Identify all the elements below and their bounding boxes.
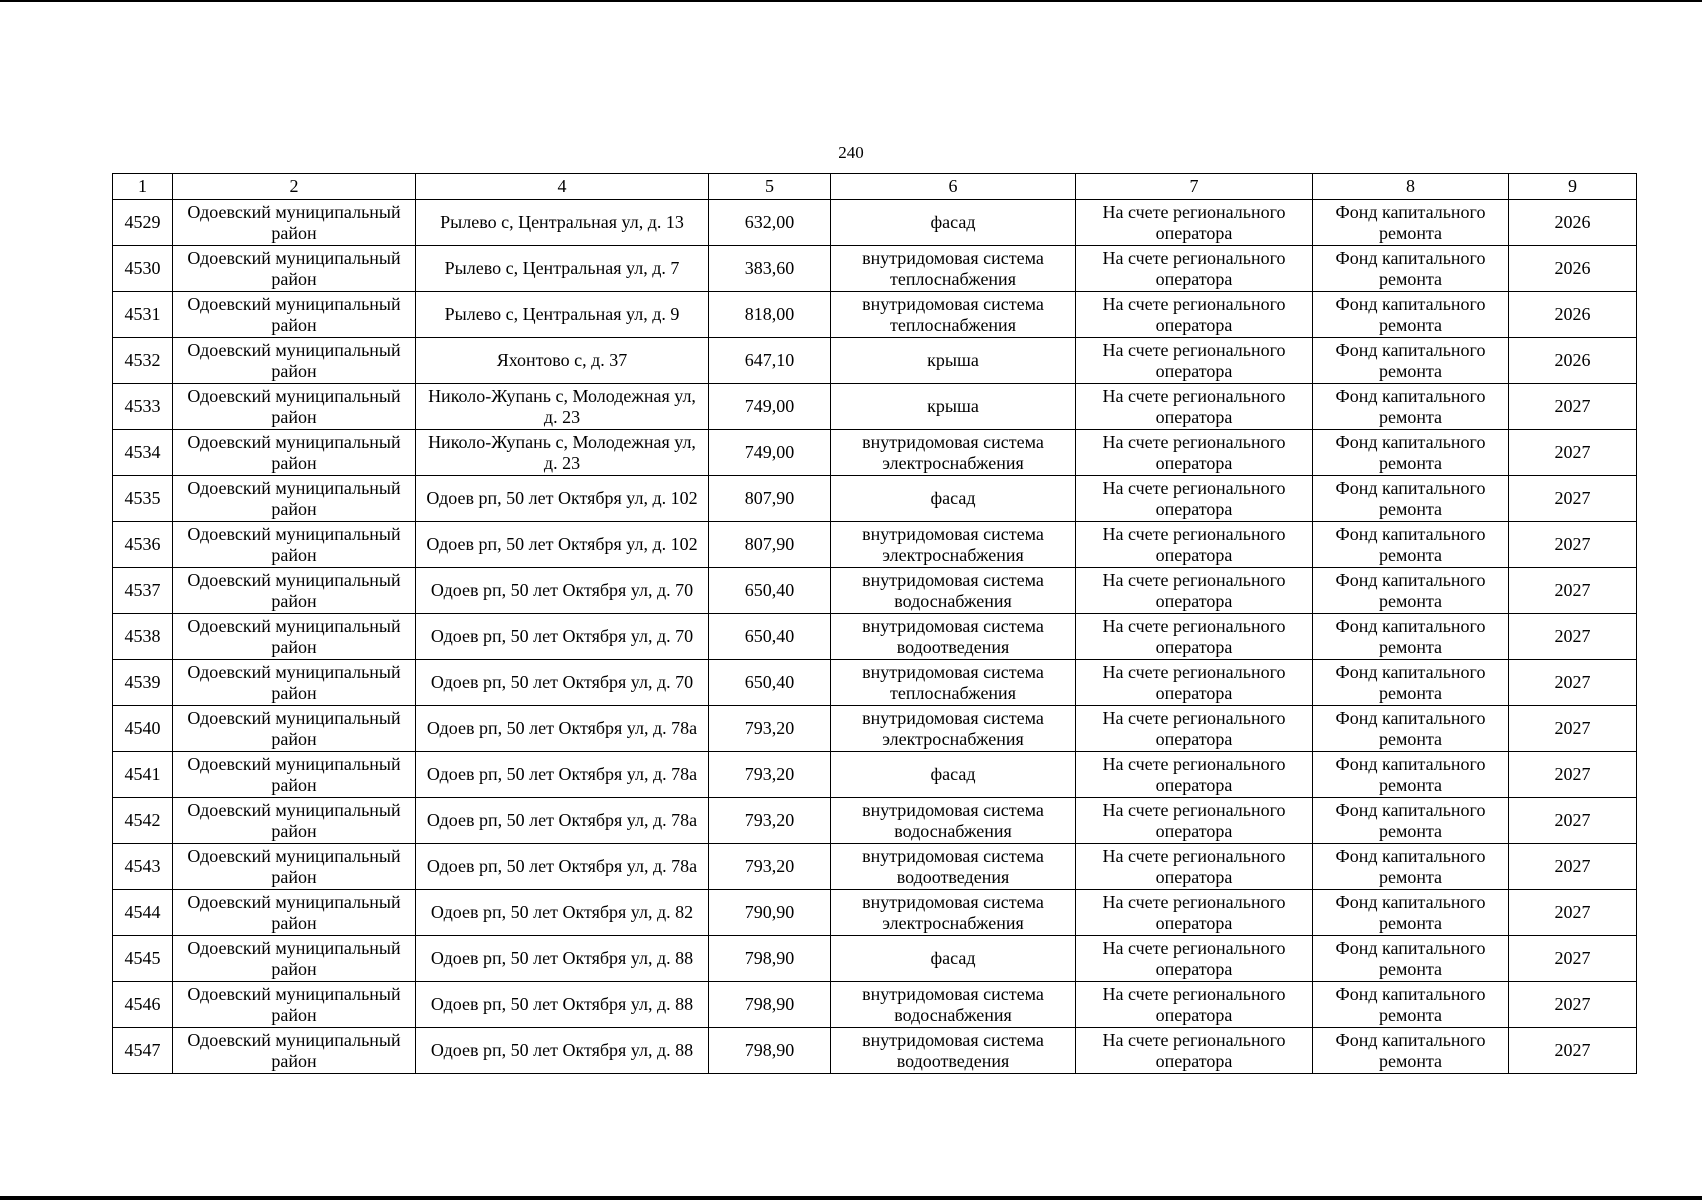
column-header: 6 [831,174,1076,200]
cell-account: На счете регионального оператора [1076,292,1313,338]
cell-funding-source: Фонд капитального ремонта [1313,200,1509,246]
cell-row-number: 4537 [113,568,173,614]
cell-account: На счете регионального оператора [1076,338,1313,384]
table-row [113,568,1637,614]
cell-year: 2027 [1509,982,1637,1028]
cell-district: Одоевский муниципальный район [173,936,416,982]
cell-district: Одоевский муниципальный район [173,246,416,292]
cell-value: 807,90 [709,522,831,568]
table-row [113,200,1637,246]
cell-year: 2027 [1509,476,1637,522]
cell-funding-source: Фонд капитального ремонта [1313,568,1509,614]
cell-year: 2026 [1509,292,1637,338]
cell-row-number: 4540 [113,706,173,752]
table-row [113,982,1637,1028]
table-row [113,338,1637,384]
cell-work-type: внутридомовая система электроснабжения [831,706,1076,752]
cell-value: 798,90 [709,1028,831,1074]
table-row [113,752,1637,798]
cell-work-type: внутридомовая система электроснабжения [831,890,1076,936]
cell-value: 793,20 [709,798,831,844]
cell-work-type: внутридомовая система теплоснабжения [831,246,1076,292]
cell-row-number: 4530 [113,246,173,292]
cell-year: 2027 [1509,1028,1637,1074]
cell-account: На счете регионального оператора [1076,384,1313,430]
page-number: 240 [838,143,864,162]
cell-year: 2027 [1509,844,1637,890]
cell-account: На счете регионального оператора [1076,936,1313,982]
cell-address: Одоев рп, 50 лет Октября ул, д. 70 [416,614,709,660]
cell-row-number: 4538 [113,614,173,660]
cell-district: Одоевский муниципальный район [173,430,416,476]
cell-year: 2026 [1509,338,1637,384]
cell-year: 2026 [1509,246,1637,292]
cell-address: Рылево с, Центральная ул, д. 9 [416,292,709,338]
cell-row-number: 4531 [113,292,173,338]
cell-row-number: 4533 [113,384,173,430]
cell-work-type: внутридомовая система водоотведения [831,844,1076,890]
table-row [113,246,1637,292]
cell-funding-source: Фонд капитального ремонта [1313,752,1509,798]
cell-year: 2027 [1509,384,1637,430]
cell-value: 798,90 [709,982,831,1028]
cell-account: На счете регионального оператора [1076,430,1313,476]
cell-address: Яхонтово с, д. 37 [416,338,709,384]
cell-work-type: внутридомовая система водоснабжения [831,568,1076,614]
cell-account: На счете регионального оператора [1076,660,1313,706]
column-header: 4 [416,174,709,200]
cell-district: Одоевский муниципальный район [173,476,416,522]
table-row [113,706,1637,752]
cell-work-type: фасад [831,936,1076,982]
cell-account: На счете регионального оператора [1076,568,1313,614]
cell-value: 749,00 [709,430,831,476]
table-row [113,292,1637,338]
cell-value: 383,60 [709,246,831,292]
cell-funding-source: Фонд капитального ремонта [1313,936,1509,982]
cell-address: Николо-Жупань с, Молодежная ул, д. 23 [416,430,709,476]
cell-work-type: крыша [831,384,1076,430]
cell-account: На счете регионального оператора [1076,844,1313,890]
cell-year: 2027 [1509,752,1637,798]
cell-work-type: внутридомовая система водоотведения [831,614,1076,660]
cell-account: На счете регионального оператора [1076,706,1313,752]
cell-work-type: внутридомовая система теплоснабжения [831,292,1076,338]
cell-value: 790,90 [709,890,831,936]
cell-row-number: 4544 [113,890,173,936]
cell-funding-source: Фонд капитального ремонта [1313,1028,1509,1074]
cell-address: Одоев рп, 50 лет Октября ул, д. 102 [416,476,709,522]
cell-district: Одоевский муниципальный район [173,752,416,798]
cell-value: 793,20 [709,706,831,752]
column-header: 5 [709,174,831,200]
cell-district: Одоевский муниципальный район [173,890,416,936]
cell-row-number: 4534 [113,430,173,476]
cell-row-number: 4535 [113,476,173,522]
cell-year: 2027 [1509,936,1637,982]
cell-district: Одоевский муниципальный район [173,660,416,706]
table-row [113,798,1637,844]
cell-address: Одоев рп, 50 лет Октября ул, д. 78а [416,798,709,844]
cell-account: На счете регионального оператора [1076,982,1313,1028]
cell-row-number: 4545 [113,936,173,982]
cell-funding-source: Фонд капитального ремонта [1313,246,1509,292]
cell-year: 2027 [1509,614,1637,660]
cell-work-type: внутридомовая система водоснабжения [831,798,1076,844]
cell-account: На счете регионального оператора [1076,752,1313,798]
cell-row-number: 4546 [113,982,173,1028]
cell-value: 749,00 [709,384,831,430]
cell-address: Одоев рп, 50 лет Октября ул, д. 78а [416,752,709,798]
cell-funding-source: Фонд капитального ремонта [1313,476,1509,522]
cell-work-type: фасад [831,752,1076,798]
cell-district: Одоевский муниципальный район [173,522,416,568]
cell-district: Одоевский муниципальный район [173,982,416,1028]
table-row [113,476,1637,522]
cell-account: На счете регионального оператора [1076,1028,1313,1074]
cell-district: Одоевский муниципальный район [173,200,416,246]
cell-row-number: 4541 [113,752,173,798]
cell-funding-source: Фонд капитального ремонта [1313,890,1509,936]
cell-address: Рылево с, Центральная ул, д. 13 [416,200,709,246]
table-row [113,384,1637,430]
cell-district: Одоевский муниципальный район [173,384,416,430]
cell-work-type: внутридомовая система водоснабжения [831,982,1076,1028]
cell-address: Николо-Жупань с, Молодежная ул, д. 23 [416,384,709,430]
cell-funding-source: Фонд капитального ремонта [1313,660,1509,706]
cell-row-number: 4536 [113,522,173,568]
cell-district: Одоевский муниципальный район [173,844,416,890]
cell-work-type: внутридомовая система электроснабжения [831,522,1076,568]
cell-funding-source: Фонд капитального ремонта [1313,844,1509,890]
cell-district: Одоевский муниципальный район [173,1028,416,1074]
cell-value: 818,00 [709,292,831,338]
cell-row-number: 4539 [113,660,173,706]
cell-address: Одоев рп, 50 лет Октября ул, д. 70 [416,660,709,706]
cell-year: 2027 [1509,660,1637,706]
cell-work-type: крыша [831,338,1076,384]
cell-value: 650,40 [709,614,831,660]
column-header: 7 [1076,174,1313,200]
cell-row-number: 4547 [113,1028,173,1074]
cell-district: Одоевский муниципальный район [173,568,416,614]
cell-funding-source: Фонд капитального ремонта [1313,614,1509,660]
cell-district: Одоевский муниципальный район [173,614,416,660]
cell-work-type: фасад [831,476,1076,522]
column-header: 8 [1313,174,1509,200]
cell-value: 793,20 [709,752,831,798]
cell-account: На счете регионального оператора [1076,476,1313,522]
cell-address: Одоев рп, 50 лет Октября ул, д. 70 [416,568,709,614]
cell-address: Одоев рп, 50 лет Октября ул, д. 88 [416,1028,709,1074]
cell-account: На счете регионального оператора [1076,200,1313,246]
cell-year: 2027 [1509,706,1637,752]
cell-account: На счете регионального оператора [1076,614,1313,660]
cell-account: На счете регионального оператора [1076,522,1313,568]
cell-account: На счете регионального оператора [1076,890,1313,936]
cell-address: Одоев рп, 50 лет Октября ул, д. 88 [416,936,709,982]
table-row [113,844,1637,890]
table-body [113,200,1637,1074]
column-header: 2 [173,174,416,200]
cell-account: На счете регионального оператора [1076,798,1313,844]
table-row [113,936,1637,982]
page-top-border [0,0,1702,2]
cell-funding-source: Фонд капитального ремонта [1313,292,1509,338]
table-row [113,614,1637,660]
cell-address: Одоев рп, 50 лет Октября ул, д. 88 [416,982,709,1028]
table-row [113,660,1637,706]
table-row [113,522,1637,568]
cell-district: Одоевский муниципальный район [173,798,416,844]
table-row [113,890,1637,936]
cell-value: 807,90 [709,476,831,522]
table-row [113,1028,1637,1074]
cell-year: 2027 [1509,798,1637,844]
cell-row-number: 4529 [113,200,173,246]
cell-year: 2026 [1509,200,1637,246]
cell-value: 650,40 [709,568,831,614]
cell-funding-source: Фонд капитального ремонта [1313,430,1509,476]
cell-row-number: 4543 [113,844,173,890]
cell-address: Одоев рп, 50 лет Октября ул, д. 102 [416,522,709,568]
cell-value: 798,90 [709,936,831,982]
cell-work-type: внутридомовая система водоотведения [831,1028,1076,1074]
cell-year: 2027 [1509,430,1637,476]
cell-address: Рылево с, Центральная ул, д. 7 [416,246,709,292]
cell-address: Одоев рп, 50 лет Октября ул, д. 78а [416,706,709,752]
cell-value: 793,20 [709,844,831,890]
cell-year: 2027 [1509,890,1637,936]
cell-year: 2027 [1509,568,1637,614]
cell-district: Одоевский муниципальный район [173,706,416,752]
column-header: 9 [1509,174,1637,200]
cell-value: 632,00 [709,200,831,246]
table-row [113,430,1637,476]
cell-district: Одоевский муниципальный район [173,292,416,338]
cell-funding-source: Фонд капитального ремонта [1313,982,1509,1028]
cell-row-number: 4542 [113,798,173,844]
cell-funding-source: Фонд капитального ремонта [1313,798,1509,844]
cell-funding-source: Фонд капитального ремонта [1313,384,1509,430]
cell-account: На счете регионального оператора [1076,246,1313,292]
cell-year: 2027 [1509,522,1637,568]
cell-funding-source: Фонд капитального ремонта [1313,338,1509,384]
page-bottom-border [0,1196,1702,1200]
cell-district: Одоевский муниципальный район [173,338,416,384]
cell-work-type: внутридомовая система электроснабжения [831,430,1076,476]
cell-value: 647,10 [709,338,831,384]
cell-funding-source: Фонд капитального ремонта [1313,522,1509,568]
cell-row-number: 4532 [113,338,173,384]
capital-repair-table [112,173,1637,1074]
cell-value: 650,40 [709,660,831,706]
cell-funding-source: Фонд капитального ремонта [1313,706,1509,752]
column-header: 1 [113,174,173,200]
cell-address: Одоев рп, 50 лет Октября ул, д. 82 [416,890,709,936]
column-number-row [113,174,1637,200]
cell-work-type: фасад [831,200,1076,246]
cell-work-type: внутридомовая система теплоснабжения [831,660,1076,706]
cell-address: Одоев рп, 50 лет Октября ул, д. 78а [416,844,709,890]
